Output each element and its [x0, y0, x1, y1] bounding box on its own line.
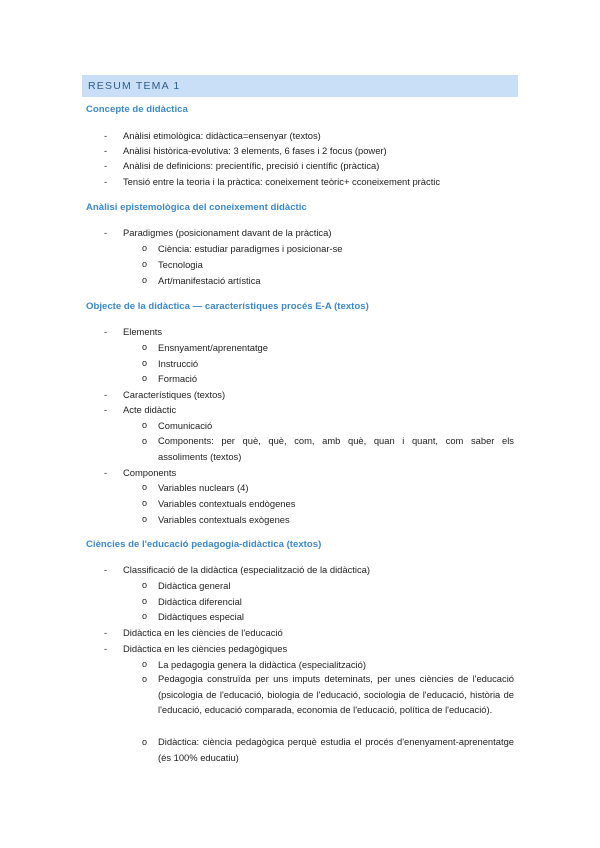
dash-marker: -: [104, 227, 108, 238]
dash-marker: -: [104, 627, 108, 638]
bullet-marker: o: [142, 596, 148, 606]
bullet-marker: o: [142, 259, 148, 269]
dash-marker: -: [104, 176, 108, 187]
sub-list-item: Variables contextuals endògenes: [158, 498, 296, 509]
dash-marker: -: [104, 160, 108, 171]
sub-list-item: Art/manifestació artística: [158, 275, 261, 286]
list-item: Didàctica en les ciències de l'educació: [123, 627, 283, 638]
sub-list-item: Didàctica general: [158, 580, 231, 591]
sub-list-paragraph: Didàctica: ciència pedagògica perquè estudia el procés d'enenyament-aprenentatge (és 100% educatiu): [158, 736, 514, 763]
list-item: Elements: [123, 326, 163, 337]
dash-marker: -: [104, 326, 108, 337]
dash-marker: -: [104, 145, 108, 156]
sub-list-item-continuation: assoliments (textos): [158, 451, 242, 462]
bullet-marker: o: [142, 373, 148, 383]
bullet-marker: o: [142, 580, 148, 590]
sub-list-paragraph: Pedagogia construïda per uns imputs deteminats, per unes ciències de l'educació (psicologia de l'educació, biologia de l'educació, sociologia de l'educació, història de l'educació, educació comparada, economia de l'educació, política de l'educació).: [158, 673, 514, 716]
dash-marker: -: [104, 643, 108, 654]
sub-list-item: Variables contextuals exògenes: [158, 514, 290, 525]
dash-marker: -: [104, 564, 108, 575]
list-item: Acte didàctic: [123, 404, 177, 415]
bullet-marker: o: [142, 674, 148, 684]
sub-list-item: La pedagogia genera la didàctica (especialització): [158, 659, 366, 670]
bullet-marker: o: [142, 611, 148, 621]
list-item: Característiques (textos): [123, 389, 226, 400]
list-item: Anàlisi històrica-evolutiva: 3 elements, 6 fases i 2 focus (power): [123, 145, 387, 156]
section-heading-concepte: Concepte de didàctica: [86, 104, 188, 115]
list-item: Classificació de la didàctica (especialització de la didàctica): [123, 564, 370, 575]
list-item: Components: [123, 467, 177, 478]
section-heading-objecte: Objecte de la didàctica — característiques procés E-A (textos): [86, 301, 369, 312]
sub-list-item: Ciència: estudiar paradigmes i posicionar-se: [158, 243, 343, 254]
sub-list-item: Ensnyament/aprenentatge: [158, 342, 268, 353]
dash-marker: -: [104, 389, 108, 400]
list-item: Paradigmes (posicionament davant de la pràctica): [123, 227, 332, 238]
section-heading-ciencies: Ciències de l'educació pedagogia-didàctica (textos): [86, 539, 322, 550]
bullet-marker: o: [142, 342, 148, 352]
bullet-marker: o: [142, 275, 148, 285]
bullet-marker: o: [142, 436, 148, 446]
bullet-marker: o: [142, 420, 148, 430]
dash-marker: -: [104, 467, 108, 478]
bullet-marker: o: [142, 498, 148, 508]
sub-list-item: Components: per què, què, com, amb què, quan i quant, com saber els: [158, 435, 514, 446]
bullet-marker: o: [142, 514, 148, 524]
list-item: Anàlisi etimològica: didàctica=ensenyar (textos): [123, 130, 321, 141]
sub-list-item: Didàctica diferencial: [158, 596, 242, 607]
sub-list-item: Formació: [158, 373, 198, 384]
bullet-marker: o: [142, 482, 148, 492]
sub-list-item: Comunicació: [158, 420, 213, 431]
bullet-marker: o: [142, 659, 148, 669]
dash-marker: -: [104, 404, 108, 415]
sub-list-item: Tecnologia: [158, 259, 203, 270]
list-item: Didàctica en les ciències pedagògiques: [123, 643, 288, 654]
bullet-marker: o: [142, 243, 148, 253]
sub-list-item: Variables nuclears (4): [158, 482, 249, 493]
section-heading-analisi: Anàlisi epistemològica del coneixement didàctic: [86, 202, 307, 213]
document-title: RESUM TEMA 1: [82, 75, 518, 97]
bullet-marker: o: [142, 737, 148, 747]
list-item: Tensió entre la teoria i la pràctica: coneixement teòric+ cconeixement pràctic: [123, 176, 441, 187]
list-item: Anàlisi de definicions: precientífic, precisió i científic (pràctica): [123, 160, 380, 171]
sub-list-item: Instrucció: [158, 358, 199, 369]
sub-list-item: Didàctiques especial: [158, 611, 244, 622]
dash-marker: -: [104, 130, 108, 141]
bullet-marker: o: [142, 358, 148, 368]
